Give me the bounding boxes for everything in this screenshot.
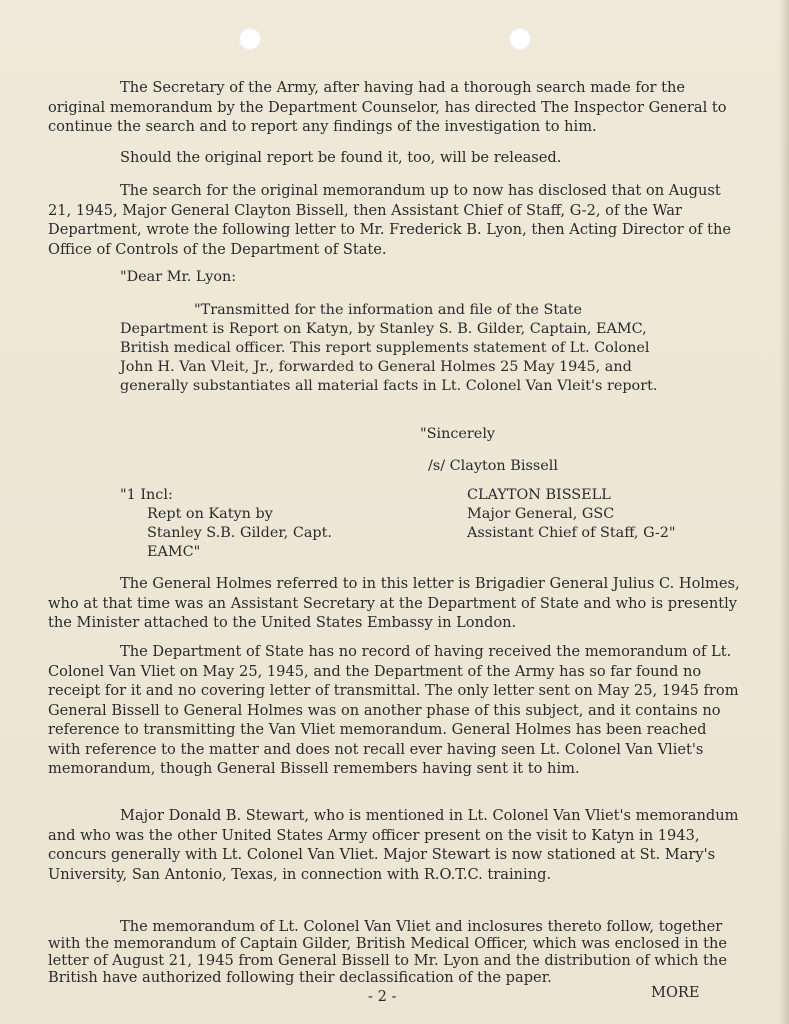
inclosure-line-2: Rept on Katyn by	[147, 506, 273, 522]
paragraph-original-report: Should the original report be found it, too, will be released.	[120, 149, 562, 166]
letter-signed: /s/ Clayton Bissell	[428, 458, 558, 474]
inclosure-line-1: "1 Incl:	[120, 487, 173, 503]
punch-hole-left	[239, 28, 261, 50]
inclosure-line-4: EAMC"	[147, 544, 201, 560]
paragraph-secretary-search: The Secretary of the Army, after having had a thorough search made for the original memorandum by the Department Counselor, has directed The Inspector General to continue the search and to report any findings of the investigation to him.	[48, 79, 727, 135]
signer-rank: Major General, GSC	[467, 506, 615, 522]
page-number: - 2 -	[368, 988, 397, 1005]
more-marker: MORE	[651, 984, 700, 1001]
paragraph-search-disclosed: The search for the original memorandum up to now has disclosed that on August 21, 1945, Major General Clayton Bissell, then Assistant Chief of Staff, G-2, of the War Department, wrote the following letter to Mr. Frederick B. Lyon, then Acting Director of the Office of Controls of the Department of State.	[48, 182, 732, 258]
punch-hole-right	[509, 28, 531, 50]
signer-name: CLAYTON BISSELL	[467, 487, 611, 503]
letter-closing: "Sincerely	[420, 426, 496, 442]
paragraph-general-holmes: The General Holmes referred to in this letter is Brigadier General Julius C. Holmes, who at that time was an Assistant Secretary at the Department of State and who is presently the Minister attached to the United States Embassy in London.	[48, 575, 740, 631]
page-edge-shadow	[779, 0, 789, 1024]
inclosure-line-3: Stanley S.B. Gilder, Capt.	[147, 525, 332, 541]
letter-body: "Transmitted for the information and file of the State Department is Report on Katyn, by Stanley S. B. Gilder, Captain, EAMC, British medical officer. This report supplements statement of Lt. Colonel John H. Van Vleit, Jr., forwarded to General Holmes 25 May 1945, and generally substantiates all material facts in Lt. Colonel Van Vleit's report.	[120, 302, 658, 394]
signer-title: Assistant Chief of Staff, G-2"	[467, 525, 676, 541]
letter-salutation: "Dear Mr. Lyon:	[120, 269, 237, 285]
paragraph-memorandum-follows: The memorandum of Lt. Colonel Van Vliet and inclosures thereto follow, together with the memorandum of Captain Gilder, British Medical Officer, which was enclosed in the letter of August 21, 1945 from General Bissell to Mr. Lyon and the distribution of which the British have authorized following their declassification of the paper.	[48, 918, 728, 986]
paragraph-no-record: The Department of State has no record of having received the memorandum of Lt. Colonel Van Vliet on May 25, 1945, and the Department of the Army has so far found no receipt for it and no covering letter of transmittal. The only letter sent on May 25, 1945 from General Bissell to General Holmes was on another phase of this subject, and it contains no reference to transmitting the Van Vliet memorandum. General Holmes has been reached with reference to the matter and does not recall ever having seen Lt. Colonel Van Vliet's memorandum, though General Bissell remembers having sent it to him.	[48, 643, 739, 777]
paragraph-major-stewart: Major Donald B. Stewart, who is mentioned in Lt. Colonel Van Vliet's memorandum and who was the other United States Army officer present on the visit to Katyn in 1943, concurs generally with Lt. Colonel Van Vliet. Major Stewart is now stationed at St. Mary's University, San Antonio, Texas, in connection with R.O.T.C. training.	[48, 807, 739, 883]
